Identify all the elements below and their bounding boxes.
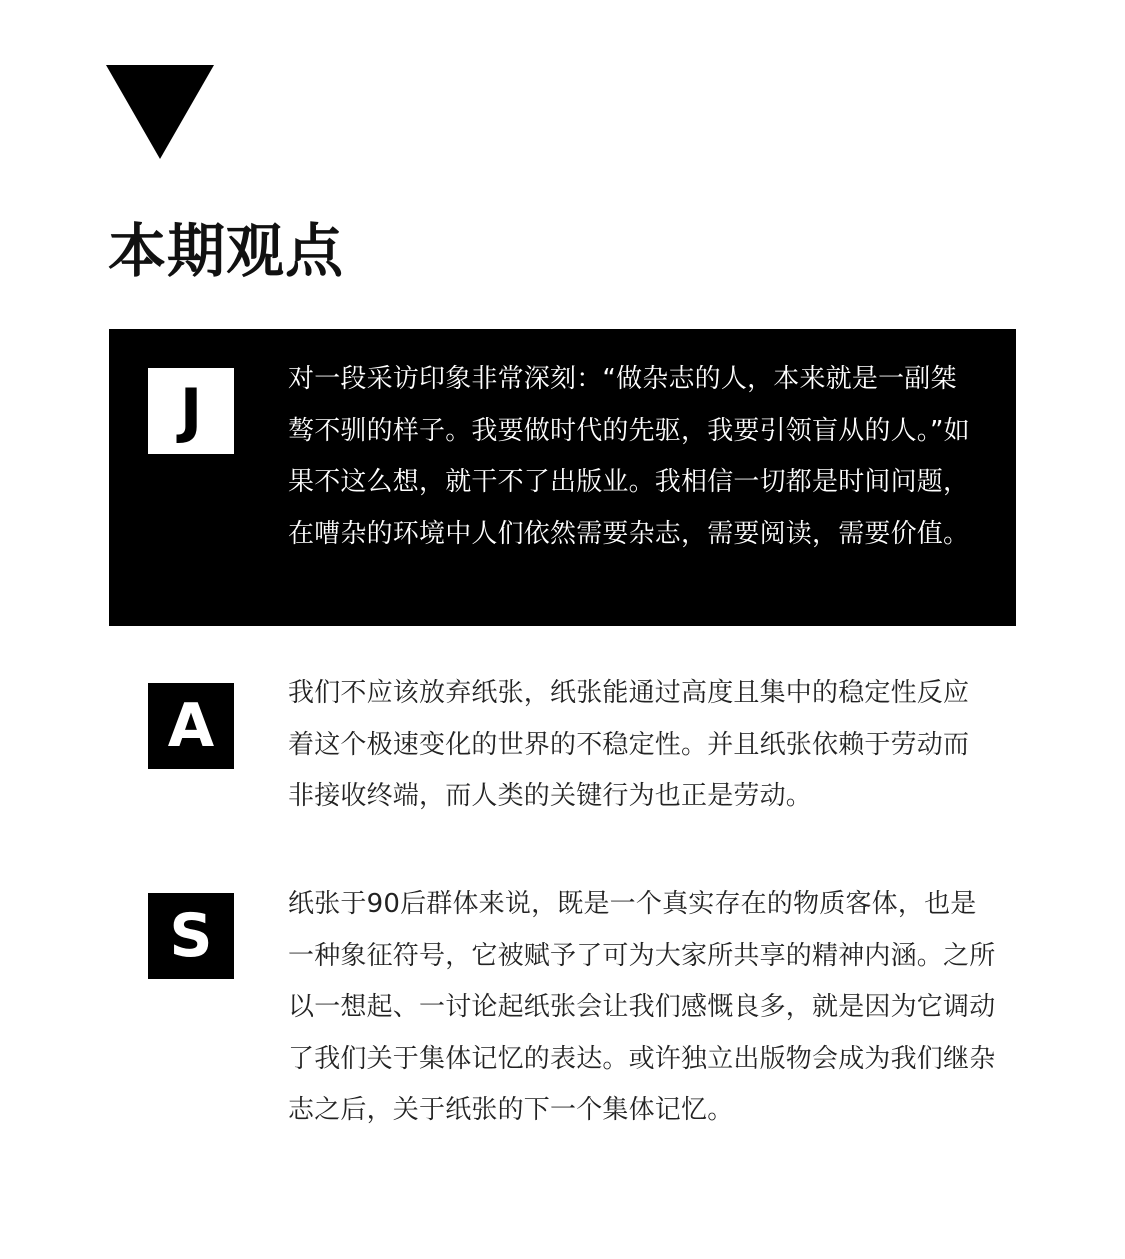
opinion-text-a: 我们不应该放弃纸张，纸张能通过高度且集中的稳定性反应着这个极速变化的世界的不稳定性。并且纸张依赖于劳动而非接收终端，而人类的关键行为也正是劳动。 — [288, 678, 970, 811]
opinion-text-j: 对一段采访印象非常深刻：“做杂志的人，本来就是一副桀骜不驯的样子。我要做时代的先驱，我要引领盲从的人。”如果不这么想，就干不了出版业。我相信一切都是时间问题，在嘈杂的环境中人们依然需要杂志，需要阅读，需要价值。 — [288, 364, 970, 549]
page-title: 本期观点 — [108, 217, 345, 285]
opinion-block-a — [109, 668, 1016, 828]
letter-badge-a: A — [148, 683, 234, 769]
opinion-block-j — [109, 329, 1016, 626]
letter-badge-s: S — [148, 893, 234, 979]
opinion-text-s: 纸张于90后群体来说，既是一个真实存在的物质客体，也是一种象征符号，它被赋予了可为大家所共享的精神内涵。之所以一想起、一讨论起纸张会让我们感慨良多，就是因为它调动了我们关于集体记忆的表达。或许独立出版物会成为我们继杂志之后，关于纸张的下一个集体记忆。 — [288, 889, 996, 1125]
down-triangle-icon — [106, 65, 214, 159]
opinion-block-s — [109, 879, 1016, 1189]
letter-badge-j: J — [148, 368, 234, 454]
